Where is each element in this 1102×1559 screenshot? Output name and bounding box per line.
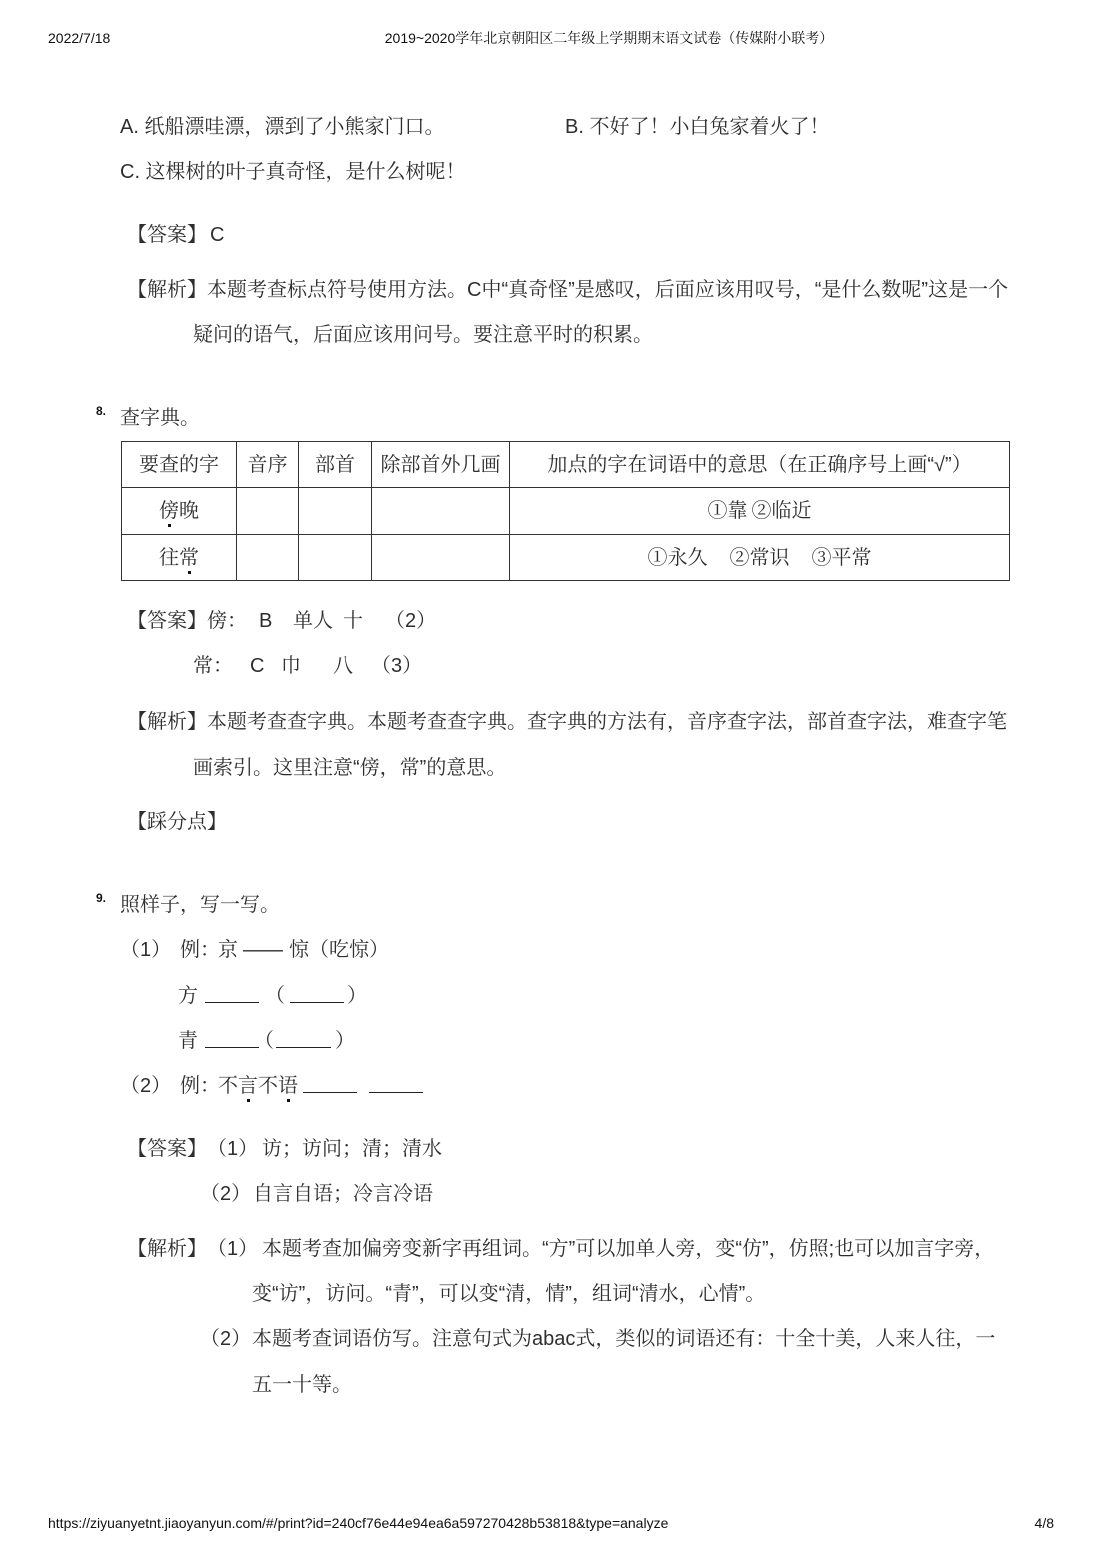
- answer-blank: [303, 1071, 357, 1093]
- answer-label: 【答案】: [127, 610, 207, 632]
- answer-text: 自言自语；冷言冷语: [253, 1183, 433, 1205]
- analysis-text: 本题考查加偏旁变新字再组词。“方”可以加单人旁，变“仿”，仿照;也可以加言字旁，: [262, 1238, 995, 1260]
- meaning-option: ①靠: [707, 500, 748, 522]
- answer-part-label: （2）: [200, 1183, 252, 1205]
- exercise-char: 方: [178, 985, 198, 1007]
- answer-value: C: [210, 224, 225, 246]
- radical-cell: [299, 535, 372, 581]
- answer-part-label: （1）: [207, 1138, 259, 1160]
- close-paren: ）: [335, 1030, 355, 1052]
- question-number: 9.: [96, 891, 107, 905]
- dotted-char: 傍: [159, 496, 179, 526]
- word-cell: [122, 488, 237, 535]
- example-label: 例：: [180, 1075, 220, 1097]
- answer-part: 巾: [281, 655, 301, 677]
- meaning-option: ②常识: [729, 546, 790, 569]
- answer-blank: [205, 1026, 259, 1048]
- analysis-text: 本题考查标点符号使用方法。C中“真奇怪”是感叹，后面应该用叹号，“是什么数呢”这是一个: [207, 279, 1009, 301]
- analysis-text: 变“访”，访问。“青”，可以变“清，情”，组词“清水，心情”。: [252, 1283, 766, 1305]
- answer-part: （3）: [371, 655, 423, 677]
- meaning-option: ③平常: [811, 546, 872, 569]
- question-prompt: 查字典。: [120, 407, 200, 429]
- answer-part: 常：: [193, 655, 233, 677]
- meaning-cell: [510, 488, 1010, 535]
- analysis-label: 【解析】: [127, 711, 207, 733]
- question-number: 8.: [96, 404, 107, 418]
- print-date: 2022/7/18: [48, 30, 111, 46]
- document-title: 2019~2020学年北京朝阳区二年级上学期期末语文试卷（传媒附小联考）: [384, 30, 834, 46]
- meaning-cell: [510, 535, 1010, 581]
- meaning-option: ②临近: [751, 500, 812, 522]
- answer-part: 单人: [293, 610, 333, 632]
- meaning-option: ①永久: [647, 546, 708, 569]
- word-char: 晚: [179, 500, 199, 522]
- answer-part: 十: [343, 610, 363, 632]
- table-header-row: [122, 442, 1010, 488]
- part-label: （2）: [120, 1075, 172, 1097]
- answer-part: 八: [333, 655, 353, 677]
- answer-part: （2）: [385, 610, 437, 632]
- table-header-cell: 部首: [299, 442, 372, 488]
- answer-blank: [369, 1071, 423, 1093]
- open-paren: （: [265, 985, 285, 1007]
- table-header-cell: 音序: [237, 442, 299, 488]
- analysis-part-label: （1）: [207, 1238, 259, 1260]
- analysis-label: 【解析】: [127, 279, 207, 301]
- analysis-label: 【解析】: [127, 1238, 207, 1260]
- q7-analysis-line: 疑问的语气，后面应该用问号。要注意平时的积累。: [193, 324, 653, 346]
- analysis-text: 本题考查词语仿写。注意句式为abac式，类似的词语还有：十全十美，人来人往，一: [252, 1328, 996, 1350]
- dotted-char: 言: [238, 1071, 258, 1101]
- answer-text: 访；访问；清；清水: [262, 1138, 442, 1160]
- example-dash: ——: [243, 939, 283, 961]
- question-prompt: 照样子，写一写。: [120, 894, 280, 916]
- phonetic-order-cell: [237, 535, 299, 581]
- phonetic-order-cell: [237, 488, 299, 535]
- q8-analysis-line: [127, 707, 1007, 737]
- table-row: [122, 488, 1010, 535]
- example-result: 惊（吃惊）: [289, 939, 389, 961]
- table-header-cell: 除部首外几画: [372, 442, 510, 488]
- close-paren: ）: [347, 985, 367, 1007]
- analysis-part-label: （2）: [200, 1328, 252, 1350]
- table-row: [122, 535, 1010, 581]
- open-paren: （: [254, 1030, 274, 1052]
- q7-analysis-line: [127, 275, 1008, 305]
- example-label: 例：: [180, 939, 220, 961]
- example-word-char: 不: [218, 1075, 238, 1097]
- answer-label: 【答案】: [127, 224, 207, 246]
- stroke-count-cell: [372, 488, 510, 535]
- answer-part: 傍：: [207, 610, 247, 632]
- q7-answer: [127, 220, 224, 250]
- example-char: 京: [218, 939, 238, 961]
- dotted-char: 语: [278, 1071, 298, 1101]
- answer-blank: [276, 1026, 331, 1048]
- stroke-count-cell: [372, 535, 510, 581]
- analysis-text: 本题考查查字典。本题考查查字典。查字典的方法有，音序查字法，部首查字法，难查字笔: [207, 711, 1007, 733]
- word-cell: [122, 535, 237, 581]
- table-header-cell: 要查的字: [122, 442, 237, 488]
- answer-blank: [205, 981, 259, 1003]
- example-word-char: 不: [258, 1075, 278, 1097]
- answer-blank: [290, 981, 344, 1003]
- part-label: （1）: [120, 939, 172, 961]
- table-header-cell: 加点的字在词语中的意思（在正确序号上画“√”）: [510, 442, 1010, 488]
- scoring-label: 【踩分点】: [127, 811, 227, 833]
- q8-analysis-line: 画索引。这里注意“傍，常”的意思。: [193, 757, 507, 779]
- dictionary-table: [121, 441, 1010, 581]
- dotted-char: 常: [179, 543, 199, 573]
- radical-cell: [299, 488, 372, 535]
- answer-label: 【答案】: [127, 1138, 207, 1160]
- answer-part: B: [259, 610, 273, 632]
- option-c: C. 这棵树的叶子真奇怪，是什么树呢！: [120, 161, 466, 183]
- answer-part: C: [250, 655, 265, 677]
- example-word: [218, 1071, 298, 1101]
- option-b: B. 不好了！小白兔家着火了！: [565, 116, 830, 138]
- option-a: A. 纸船漂哇漂，漂到了小熊家门口。: [120, 116, 445, 138]
- page-number: 4/8: [1034, 1515, 1054, 1531]
- analysis-text: 五一十等。: [252, 1374, 352, 1396]
- word-char: 往: [159, 546, 179, 569]
- exercise-char: 青: [178, 1030, 198, 1052]
- page-url: https://ziyuanyetnt.jiaoyanyun.com/#/print?id=240cf76e44e94ea6a597270428b53818&type=analyze: [48, 1515, 669, 1531]
